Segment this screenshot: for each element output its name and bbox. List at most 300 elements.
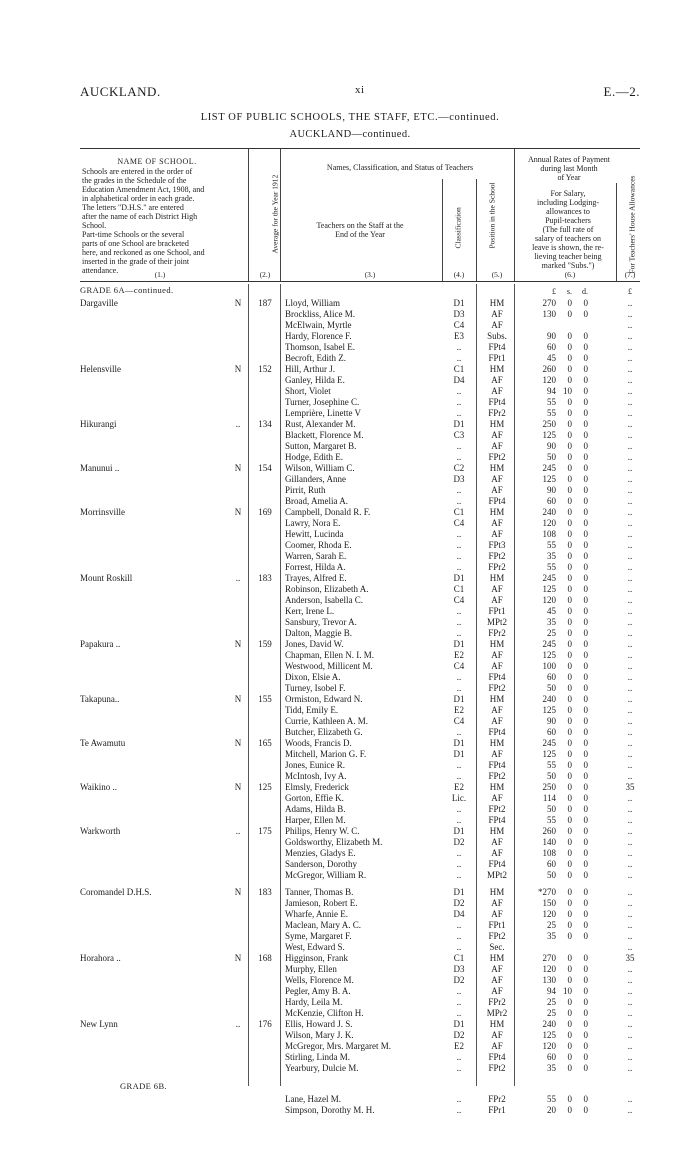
salary-pence: 0	[583, 474, 588, 484]
page-number: xi	[355, 84, 365, 96]
salary-pounds: 50	[547, 452, 556, 462]
salary-shillings: 0	[567, 408, 572, 418]
table-row	[80, 771, 640, 782]
school-type: N	[234, 694, 242, 704]
salary-pounds: 240	[542, 1019, 556, 1029]
teacher-name: Wilson, Mary J. K.	[285, 1030, 354, 1040]
teacher-position: AF	[491, 986, 503, 996]
teacher-name: Broad, Amelia A.	[285, 496, 348, 506]
table-row	[80, 540, 640, 551]
page-subtitle: AUCKLAND—continued.	[289, 129, 411, 140]
teacher-classification: D1	[453, 738, 465, 748]
house-allowance: ..	[627, 551, 633, 561]
teacher-classification: ..	[456, 1094, 462, 1104]
teacher-classification: D4	[453, 375, 465, 385]
teacher-name: Dixon, Elsie A.	[285, 672, 341, 682]
school-header-line: The letters "D.H.S." are entered	[82, 203, 184, 212]
teacher-position: AF	[491, 441, 503, 451]
school-type: ..	[235, 826, 241, 836]
salary-pounds: 108	[542, 848, 556, 858]
salary-pounds: 90	[547, 485, 556, 495]
teacher-name: Philips, Henry W. C.	[285, 826, 360, 836]
salary-pounds: 55	[547, 815, 556, 825]
grade-heading: GRADE 6B.	[120, 1081, 168, 1091]
teacher-name: Murphy, Ellen	[285, 964, 337, 974]
salary-shillings: 0	[567, 375, 572, 385]
salary-shillings: 0	[567, 518, 572, 528]
salary-header-line: including Lodging-	[537, 198, 599, 207]
house-allowance: ..	[627, 986, 633, 996]
average-attendance: 176	[258, 1019, 272, 1029]
table-row	[80, 573, 640, 584]
salary-pence: 0	[583, 1019, 588, 1029]
teacher-position: FPt1	[488, 353, 506, 363]
salary-shillings: 0	[567, 452, 572, 462]
salary-pounds: 25	[547, 1008, 556, 1018]
teacher-position: FPt4	[488, 672, 506, 682]
salary-amount	[530, 953, 600, 964]
salary-amount	[530, 430, 600, 441]
salary-pence: 0	[583, 584, 588, 594]
school-header-line: inserted in the grade of their joint	[82, 257, 190, 266]
salary-amount	[530, 628, 600, 639]
table-row	[80, 837, 640, 848]
house-allowance: ..	[627, 694, 633, 704]
teacher-position: AF	[491, 716, 503, 726]
salary-shillings: 0	[567, 694, 572, 704]
teacher-name: McGregor, William R.	[285, 870, 367, 880]
house-allowance: ..	[627, 837, 633, 847]
salary-pence: 0	[583, 975, 588, 985]
school-header-line: Schools are entered in the order of	[82, 167, 193, 176]
table-row	[80, 562, 640, 573]
teacher-classification: E2	[454, 705, 464, 715]
salary-pence: 0	[583, 887, 588, 897]
col-number-1: (1.)	[154, 270, 166, 279]
teacher-position: MPt2	[486, 617, 507, 627]
salary-shillings: 0	[567, 953, 572, 963]
teacher-position: HM	[489, 463, 505, 473]
salary-pence: 0	[583, 705, 588, 715]
salary-pence: 0	[583, 1030, 588, 1040]
salary-pounds: 245	[542, 639, 556, 649]
school-header-line: parts of one School are bracketed	[82, 239, 189, 248]
school-header-line: School.	[82, 221, 107, 230]
salary-shillings: 0	[567, 595, 572, 605]
salary-pounds: 260	[542, 826, 556, 836]
table-row	[80, 898, 640, 909]
teacher-classification: ..	[456, 771, 462, 781]
salary-amount	[530, 920, 600, 931]
col-number-5: (5.)	[491, 270, 503, 279]
average-attendance: 152	[258, 364, 272, 374]
teacher-name: Elmsly, Frederick	[285, 782, 349, 792]
teacher-classification: D1	[453, 573, 465, 583]
teacher-name: Anderson, Isabella C.	[285, 595, 363, 605]
average-attendance: 134	[258, 419, 272, 429]
house-allowance: ..	[627, 1041, 633, 1051]
teacher-classification: ..	[456, 920, 462, 930]
teacher-classification: ..	[456, 496, 462, 506]
salary-pounds: 35	[547, 931, 556, 941]
house-allowance: ..	[627, 364, 633, 374]
salary-amount	[530, 650, 600, 661]
house-allowance: ..	[627, 496, 633, 506]
salary-pence: 0	[583, 518, 588, 528]
teacher-classification: ..	[456, 1105, 462, 1115]
average-column-header: Average for the Year 1912	[270, 174, 280, 254]
teacher-classification: ..	[456, 997, 462, 1007]
currency-pence: d.	[582, 287, 588, 296]
salary-pence: 0	[583, 331, 588, 341]
average-attendance: 125	[258, 782, 272, 792]
teacher-name: McIntosh, Ivy A.	[285, 771, 347, 781]
table-row	[80, 782, 640, 793]
teacher-position: FPt4	[488, 727, 506, 737]
salary-pence: 0	[583, 727, 588, 737]
salary-amount	[530, 782, 600, 793]
teacher-position: AF	[491, 529, 503, 539]
salary-pence: 0	[583, 540, 588, 550]
average-attendance: 159	[258, 639, 272, 649]
salary-shillings: 0	[567, 964, 572, 974]
salary-pence: 0	[583, 953, 588, 963]
table-row	[80, 909, 640, 920]
teacher-classification: D2	[453, 837, 465, 847]
teacher-name: Wilson, William C.	[285, 463, 355, 473]
salary-amount	[530, 463, 600, 474]
salary-pounds: 94	[547, 986, 556, 996]
salary-shillings: 0	[567, 909, 572, 919]
salary-shillings: 0	[567, 650, 572, 660]
table-row	[80, 364, 640, 375]
salary-shillings: 0	[567, 749, 572, 759]
salary-pence: 0	[583, 1008, 588, 1018]
salary-amount	[530, 529, 600, 540]
teacher-classification: ..	[456, 859, 462, 869]
header-right: E.—2.	[603, 84, 640, 99]
house-allowance: ..	[627, 898, 633, 908]
teacher-position: AF	[491, 584, 503, 594]
salary-shillings: 0	[567, 661, 572, 671]
table-row	[80, 716, 640, 727]
salary-shillings: 10	[563, 386, 572, 396]
school-type: N	[234, 463, 242, 473]
teacher-position: AF	[491, 375, 503, 385]
rates-header-line: Annual Rates of Payment	[528, 155, 610, 164]
salary-amount	[530, 386, 600, 397]
teacher-classification: ..	[456, 628, 462, 638]
house-allowance: ..	[627, 617, 633, 627]
salary-pence: 0	[583, 771, 588, 781]
school-header-line: in alphabetical order in each grade.	[82, 194, 195, 203]
salary-shillings: 0	[567, 1094, 572, 1104]
teacher-position: FPt2	[488, 804, 506, 814]
salary-pounds: 55	[547, 397, 556, 407]
table-row	[80, 650, 640, 661]
salary-amount	[530, 540, 600, 551]
table-row	[80, 298, 640, 309]
house-allowance: ..	[627, 859, 633, 869]
house-allowance: ..	[627, 887, 633, 897]
teacher-classification: D2	[453, 1030, 465, 1040]
salary-pence: 0	[583, 661, 588, 671]
teacher-position: MPr2	[486, 1008, 508, 1018]
salary-amount	[530, 705, 600, 716]
salary-pounds: 125	[542, 705, 556, 715]
teacher-classification: D2	[453, 898, 465, 908]
teacher-name: Short, Violet	[285, 386, 331, 396]
salary-amount	[530, 683, 600, 694]
school-name: Helensville	[80, 364, 121, 374]
teacher-name: Butcher, Elizabeth G.	[285, 727, 363, 737]
table-row	[80, 639, 640, 650]
currency-allowance: £	[628, 287, 632, 296]
grade-heading: GRADE 6A—continued.	[80, 285, 174, 295]
position-column-header: Position in the School	[487, 182, 497, 249]
page-title: LIST OF PUBLIC SCHOOLS, THE STAFF, ETC.—continued.	[200, 112, 500, 123]
salary-shillings: 0	[567, 1052, 572, 1062]
salary-pounds: 60	[547, 1052, 556, 1062]
table-row	[80, 859, 640, 870]
salary-pounds: 25	[547, 997, 556, 1007]
house-allowance: ..	[627, 529, 633, 539]
teacher-classification: C4	[453, 716, 465, 726]
col-number-2: (2.)	[259, 270, 271, 279]
salary-pounds: 35	[547, 617, 556, 627]
teacher-position: FPt4	[488, 397, 506, 407]
teacher-position: FPr2	[488, 1094, 506, 1104]
house-allowance: ..	[627, 1094, 633, 1104]
teacher-name: Wharfe, Annie E.	[285, 909, 348, 919]
salary-amount	[530, 898, 600, 909]
teacher-classification: ..	[456, 342, 462, 352]
salary-shillings: 0	[567, 331, 572, 341]
teacher-name: Sansbury, Trevor A.	[285, 617, 357, 627]
table-row	[80, 496, 640, 507]
school-name: Takapuna..	[80, 694, 120, 704]
salary-shillings: 0	[567, 920, 572, 930]
salary-pence: 0	[583, 870, 588, 880]
house-allowance: ..	[627, 661, 633, 671]
salary-amount	[530, 485, 600, 496]
house-allowance: ..	[627, 705, 633, 715]
salary-shillings: 0	[567, 887, 572, 897]
table-row	[80, 920, 640, 931]
col-number-3: (3.)	[364, 270, 376, 279]
teacher-position: HM	[489, 738, 505, 748]
salary-pounds: 245	[542, 573, 556, 583]
house-allowance: ..	[627, 430, 633, 440]
table-row	[80, 705, 640, 716]
average-attendance: 183	[258, 887, 272, 897]
salary-shillings: 0	[567, 672, 572, 682]
house-allowance: ..	[627, 942, 633, 952]
teacher-classification: ..	[456, 540, 462, 550]
house-allowance: 35	[625, 953, 635, 963]
salary-pence: 0	[583, 909, 588, 919]
teacher-name: Menzies, Gladys E.	[285, 848, 356, 858]
salary-shillings: 0	[567, 529, 572, 539]
house-allowance: ..	[627, 870, 633, 880]
house-allowance: ..	[627, 386, 633, 396]
salary-shillings: 0	[567, 997, 572, 1007]
salary-header-line: leave is shown, the re-	[532, 243, 604, 252]
teacher-name: Jamieson, Robert E.	[285, 898, 358, 908]
teacher-name: Becroft, Edith Z.	[285, 353, 346, 363]
salary-amount	[530, 364, 600, 375]
teacher-classification: D1	[453, 419, 465, 429]
col-number-7: (7.)	[624, 270, 636, 279]
teacher-position: HM	[489, 364, 505, 374]
school-column-header	[82, 157, 232, 275]
house-allowance: ..	[627, 518, 633, 528]
salary-pence: 0	[583, 1094, 588, 1104]
salary-amount	[530, 870, 600, 881]
average-attendance: 169	[258, 507, 272, 517]
table-row	[80, 749, 640, 760]
salary-shillings: 0	[567, 298, 572, 308]
salary-header-line: Pupil-teachers	[545, 216, 591, 225]
house-allowance: ..	[627, 727, 633, 737]
teacher-classification: D1	[453, 1019, 465, 1029]
salary-pence: 0	[583, 760, 588, 770]
teacher-position: AF	[491, 650, 503, 660]
table-row	[80, 738, 640, 749]
table-row	[80, 1094, 640, 1105]
salary-pounds: 35	[547, 1063, 556, 1073]
table-row	[80, 386, 640, 397]
salary-header-line: salary of teachers on	[535, 234, 601, 243]
house-allowance: ..	[627, 474, 633, 484]
salary-pounds: 20	[547, 1105, 556, 1115]
house-allowance: ..	[627, 920, 633, 930]
rates-header-line: of Year	[557, 173, 581, 182]
teacher-name: Robinson, Elizabeth A.	[285, 584, 369, 594]
teacher-classification: ..	[456, 529, 462, 539]
salary-pounds: 55	[547, 760, 556, 770]
salary-shillings: 0	[567, 1041, 572, 1051]
salary-header-line: allowances to	[546, 207, 590, 216]
table-row	[80, 953, 640, 964]
house-allowance: ..	[627, 1008, 633, 1018]
salary-pence: 0	[583, 529, 588, 539]
salary-pence: 0	[583, 694, 588, 704]
school-header-line: Part-time Schools or the several	[82, 230, 185, 239]
table-row	[80, 485, 640, 496]
salary-amount	[530, 617, 600, 628]
teacher-name: Hill, Arthur J.	[285, 364, 336, 374]
salary-pounds: 125	[542, 1030, 556, 1040]
table-row	[80, 419, 640, 430]
salary-pence: 0	[583, 364, 588, 374]
teacher-classification: C4	[453, 595, 465, 605]
salary-pounds: 240	[542, 507, 556, 517]
teacher-position: FPt4	[488, 1052, 506, 1062]
salary-pence: 0	[583, 430, 588, 440]
salary-amount	[530, 639, 600, 650]
header-left: AUCKLAND.	[80, 84, 161, 99]
teacher-position: AF	[491, 309, 503, 319]
house-allowance: 35	[625, 782, 635, 792]
salary-pounds: 120	[542, 964, 556, 974]
house-allowance: ..	[627, 672, 633, 682]
salary-pence: 0	[583, 496, 588, 506]
teacher-classification: D3	[453, 964, 465, 974]
teacher-classification: ..	[456, 760, 462, 770]
teacher-position: FPt1	[488, 606, 506, 616]
salary-pence: 0	[583, 309, 588, 319]
salary-pounds: 245	[542, 738, 556, 748]
salary-amount	[530, 738, 600, 749]
school-name: Papakura ..	[80, 639, 121, 649]
currency-pounds: £	[552, 287, 556, 296]
currency-shillings: s.	[566, 287, 572, 296]
salary-amount	[530, 1008, 600, 1019]
salary-amount	[530, 606, 600, 617]
salary-shillings: 0	[567, 584, 572, 594]
house-allowance: ..	[627, 375, 633, 385]
salary-shillings: 0	[567, 309, 572, 319]
salary-header-line: For Salary,	[550, 189, 586, 198]
teacher-name: Chapman, Ellen N. I. M.	[285, 650, 374, 660]
teacher-classification: ..	[456, 551, 462, 561]
salary-shillings: 0	[567, 573, 572, 583]
salary-shillings: 0	[567, 1063, 572, 1073]
teacher-position: FPr2	[488, 408, 506, 418]
table-row	[80, 452, 640, 463]
salary-pence: 0	[583, 837, 588, 847]
salary-pence: 0	[583, 672, 588, 682]
teacher-position: AF	[491, 848, 503, 858]
school-header-line: Education Amendment Act, 1908, and	[82, 185, 205, 194]
salary-amount	[530, 760, 600, 771]
teacher-classification: D1	[453, 887, 465, 897]
salary-shillings: 0	[567, 496, 572, 506]
teacher-name: Jones, Eunice R.	[285, 760, 345, 770]
teacher-position: AF	[491, 793, 503, 803]
teacher-classification: C1	[453, 584, 465, 594]
salary-pence: 0	[583, 815, 588, 825]
salary-amount	[530, 1063, 600, 1074]
teacher-classification: E2	[454, 1041, 464, 1051]
salary-pounds: 35	[547, 551, 556, 561]
salary-pence: 0	[583, 562, 588, 572]
table-row	[80, 661, 640, 672]
salary-amount	[530, 986, 600, 997]
salary-pounds: 130	[542, 975, 556, 985]
table-row	[80, 353, 640, 364]
salary-amount	[530, 331, 600, 342]
school-type: ..	[235, 419, 241, 429]
salary-pence: 0	[583, 859, 588, 869]
school-type: N	[234, 298, 242, 308]
teacher-position: FPt2	[488, 683, 506, 693]
table-row	[80, 1030, 640, 1041]
teacher-name: Sanderson, Dorothy	[285, 859, 357, 869]
salary-shillings: 0	[567, 463, 572, 473]
salary-shillings: 0	[567, 738, 572, 748]
salary-shillings: 0	[567, 551, 572, 561]
teacher-name: Lawry, Nora E.	[285, 518, 341, 528]
salary-shillings: 0	[567, 771, 572, 781]
salary-amount	[530, 342, 600, 353]
teacher-classification: C3	[453, 430, 465, 440]
salary-pounds: 55	[547, 1094, 556, 1104]
teacher-name: Gorton, Effie K.	[285, 793, 344, 803]
salary-pence: 0	[583, 441, 588, 451]
house-allowance: ..	[627, 815, 633, 825]
